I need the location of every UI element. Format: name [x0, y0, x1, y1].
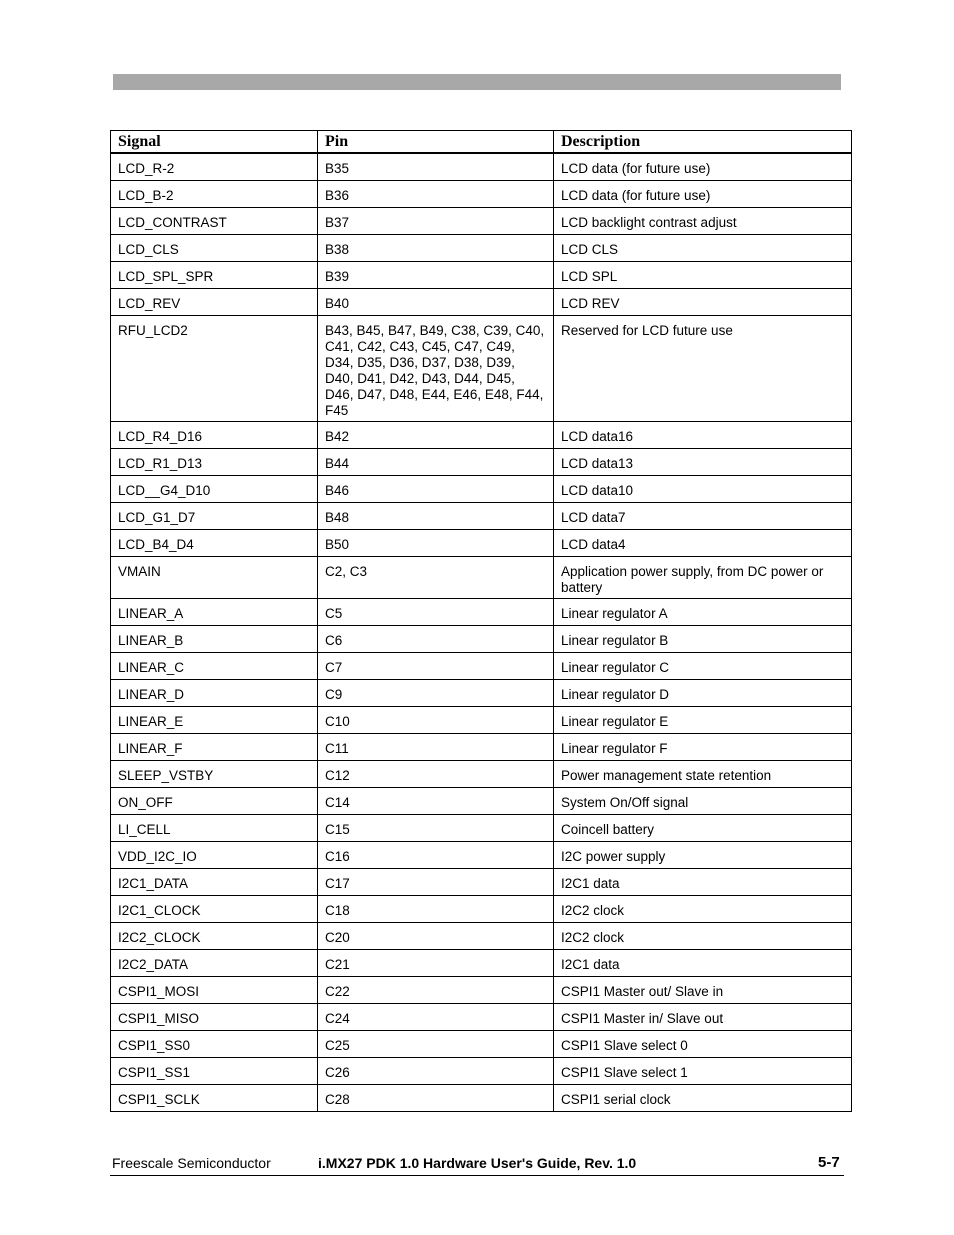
table-row: [111, 707, 852, 734]
pin-cell: B50: [318, 530, 554, 557]
pin-cell: B43, B45, B47, B49, C38, C39, C40, C41, C42, C43, C45, C47, C49, D34, D35, D36, D37, D38, D39, D40, D41, D42, D43, D44, D45, D46, D47, D48, E44, E46, E48, F44, F45: [318, 316, 554, 422]
table-row: [111, 181, 852, 208]
table-row: [111, 153, 852, 181]
signal-cell: LCD_B4_D4: [111, 530, 318, 557]
pin-cell: C24: [318, 1004, 554, 1031]
header-bar: [113, 74, 841, 90]
pin-cell: B37: [318, 208, 554, 235]
description-cell: Linear regulator C: [554, 653, 852, 680]
description-cell: Linear regulator E: [554, 707, 852, 734]
signal-cell: I2C2_DATA: [111, 950, 318, 977]
description-cell: Power management state retention: [554, 761, 852, 788]
table-row: [111, 503, 852, 530]
table-row: [111, 316, 852, 422]
description-cell: LCD data4: [554, 530, 852, 557]
description-cell: LCD CLS: [554, 235, 852, 262]
signal-cell: I2C1_DATA: [111, 869, 318, 896]
pin-cell: C9: [318, 680, 554, 707]
table-row: [111, 557, 852, 599]
pin-cell: B35: [318, 153, 554, 181]
table-row: [111, 815, 852, 842]
description-cell: Reserved for LCD future use: [554, 316, 852, 422]
pin-cell: C26: [318, 1058, 554, 1085]
signal-cell: I2C1_CLOCK: [111, 896, 318, 923]
description-cell: Linear regulator F: [554, 734, 852, 761]
footer-document-title: i.MX27 PDK 1.0 Hardware User's Guide, Rev. 1.0: [318, 1155, 637, 1171]
column-header-signal: Signal: [111, 131, 318, 154]
table-row: [111, 734, 852, 761]
table-row: [111, 761, 852, 788]
description-cell: LCD SPL: [554, 262, 852, 289]
pin-cell: C12: [318, 761, 554, 788]
signal-cell: LCD_R1_D13: [111, 449, 318, 476]
signal-cell: LCD_R4_D16: [111, 422, 318, 449]
description-cell: LCD REV: [554, 289, 852, 316]
signal-cell: CSPI1_SS1: [111, 1058, 318, 1085]
table-row: [111, 842, 852, 869]
signal-cell: VDD_I2C_IO: [111, 842, 318, 869]
description-cell: LCD data10: [554, 476, 852, 503]
table-row: [111, 449, 852, 476]
pin-cell: C18: [318, 896, 554, 923]
pin-cell: B44: [318, 449, 554, 476]
signal-cell: CSPI1_SCLK: [111, 1085, 318, 1112]
table-row: [111, 1031, 852, 1058]
pin-cell: C6: [318, 626, 554, 653]
description-cell: Linear regulator B: [554, 626, 852, 653]
table-row: [111, 235, 852, 262]
pin-cell: C22: [318, 977, 554, 1004]
pin-cell: C15: [318, 815, 554, 842]
table-row: [111, 626, 852, 653]
pin-cell: C17: [318, 869, 554, 896]
column-header-pin: Pin: [318, 131, 554, 154]
table-row: [111, 208, 852, 235]
pin-cell: C21: [318, 950, 554, 977]
table-row: [111, 977, 852, 1004]
description-cell: I2C2 clock: [554, 896, 852, 923]
pin-cell: B36: [318, 181, 554, 208]
description-cell: System On/Off signal: [554, 788, 852, 815]
table-row: [111, 680, 852, 707]
table-row: [111, 896, 852, 923]
table-row: [111, 869, 852, 896]
description-cell: I2C1 data: [554, 869, 852, 896]
signal-pin-table: [110, 130, 852, 1112]
description-cell: LCD data7: [554, 503, 852, 530]
signal-cell: LCD_SPL_SPR: [111, 262, 318, 289]
pin-cell: B40: [318, 289, 554, 316]
signal-cell: SLEEP_VSTBY: [111, 761, 318, 788]
pin-cell: C5: [318, 599, 554, 626]
pin-cell: C7: [318, 653, 554, 680]
footer-company: Freescale Semiconductor: [112, 1155, 271, 1171]
signal-cell: LCD__G4_D10: [111, 476, 318, 503]
table-row: [111, 262, 852, 289]
signal-cell: LINEAR_C: [111, 653, 318, 680]
pin-cell: C25: [318, 1031, 554, 1058]
table-row: [111, 653, 852, 680]
signal-cell: RFU_LCD2: [111, 316, 318, 422]
description-cell: I2C1 data: [554, 950, 852, 977]
pin-cell: C14: [318, 788, 554, 815]
signal-cell: CSPI1_MISO: [111, 1004, 318, 1031]
pin-cell: B46: [318, 476, 554, 503]
description-cell: Application power supply, from DC power or battery: [554, 557, 852, 599]
pin-cell: C16: [318, 842, 554, 869]
table-row: [111, 1004, 852, 1031]
pin-cell: C28: [318, 1085, 554, 1112]
signal-cell: LCD_CLS: [111, 235, 318, 262]
table-row: [111, 1085, 852, 1112]
description-cell: LCD backlight contrast adjust: [554, 208, 852, 235]
signal-cell: I2C2_CLOCK: [111, 923, 318, 950]
pin-cell: C2, C3: [318, 557, 554, 599]
table-row: [111, 289, 852, 316]
pin-cell: B38: [318, 235, 554, 262]
table-row: [111, 530, 852, 557]
table-row: [111, 950, 852, 977]
signal-cell: LCD_REV: [111, 289, 318, 316]
signal-cell: LINEAR_D: [111, 680, 318, 707]
description-cell: LCD data16: [554, 422, 852, 449]
signal-cell: LCD_B-2: [111, 181, 318, 208]
pin-cell: C20: [318, 923, 554, 950]
footer-page-number: 5-7: [818, 1154, 840, 1171]
footer-rule: [110, 1175, 844, 1176]
pin-cell: B42: [318, 422, 554, 449]
description-cell: I2C2 clock: [554, 923, 852, 950]
table-header-row: [111, 131, 852, 154]
pin-cell: B48: [318, 503, 554, 530]
signal-cell: LINEAR_E: [111, 707, 318, 734]
table-row: [111, 923, 852, 950]
signal-cell: LI_CELL: [111, 815, 318, 842]
signal-cell: LCD_G1_D7: [111, 503, 318, 530]
pin-cell: C10: [318, 707, 554, 734]
pin-cell: B39: [318, 262, 554, 289]
table-row: [111, 422, 852, 449]
pin-cell: C11: [318, 734, 554, 761]
description-cell: CSPI1 Master out/ Slave in: [554, 977, 852, 1004]
description-cell: Coincell battery: [554, 815, 852, 842]
table-body: [111, 153, 852, 1112]
signal-cell: LINEAR_B: [111, 626, 318, 653]
signal-cell: LINEAR_F: [111, 734, 318, 761]
signal-cell: LINEAR_A: [111, 599, 318, 626]
table-row: [111, 599, 852, 626]
signal-cell: CSPI1_SS0: [111, 1031, 318, 1058]
description-cell: CSPI1 Slave select 1: [554, 1058, 852, 1085]
description-cell: LCD data13: [554, 449, 852, 476]
description-cell: Linear regulator D: [554, 680, 852, 707]
signal-cell: LCD_R-2: [111, 153, 318, 181]
signal-cell: LCD_CONTRAST: [111, 208, 318, 235]
column-header-description: Description: [554, 131, 852, 154]
table-row: [111, 788, 852, 815]
description-cell: Linear regulator A: [554, 599, 852, 626]
description-cell: CSPI1 Slave select 0: [554, 1031, 852, 1058]
signal-cell: VMAIN: [111, 557, 318, 599]
description-cell: I2C power supply: [554, 842, 852, 869]
signal-cell: CSPI1_MOSI: [111, 977, 318, 1004]
signal-cell: ON_OFF: [111, 788, 318, 815]
description-cell: CSPI1 Master in/ Slave out: [554, 1004, 852, 1031]
description-cell: LCD data (for future use): [554, 153, 852, 181]
table-row: [111, 1058, 852, 1085]
description-cell: LCD data (for future use): [554, 181, 852, 208]
table-row: [111, 476, 852, 503]
description-cell: CSPI1 serial clock: [554, 1085, 852, 1112]
